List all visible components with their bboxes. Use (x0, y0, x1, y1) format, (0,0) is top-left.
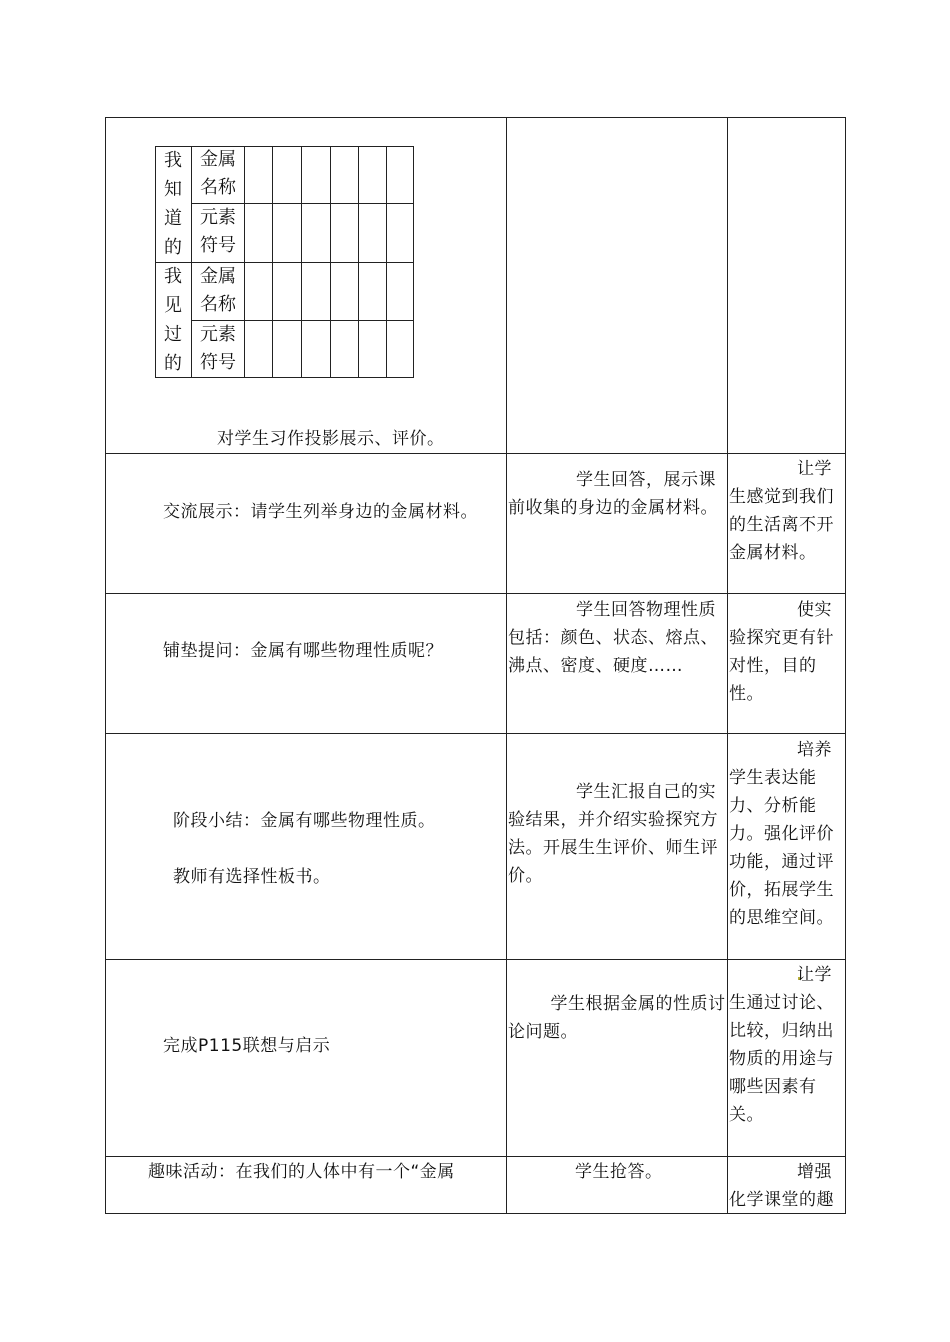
row-divider (105, 733, 846, 734)
row-divider (105, 593, 846, 594)
table-border-top (105, 117, 846, 118)
row-divider (105, 1156, 846, 1157)
student-activity: 学生回答物理性质包括：颜色、状态、熔点、沸点、密度、硬度…… (508, 600, 718, 676)
table-border-right (845, 117, 846, 1214)
row-divider (105, 453, 846, 454)
row-divider (105, 959, 846, 960)
table-border-left (105, 117, 106, 1214)
table-divider-2 (727, 117, 728, 1214)
row-label: 金属 名称 (200, 149, 236, 198)
student-activity: 学生抢答。 (575, 1162, 663, 1182)
teacher-activity: 完成P115联想与启示 (163, 1036, 331, 1056)
group-label-seen: 我 见 过 的 (164, 266, 182, 374)
student-activity: 学生汇报自己的实验结果，并介绍实验探究方法。开展生生评价、师生评价。 (508, 782, 718, 886)
row-label: 元素 符号 (200, 207, 236, 256)
student-activity: 学生回答，展示课前收集的身边的金属材料。 (508, 470, 718, 518)
design-purpose: 让学生感觉到我们的生活离不开金属材料。 (729, 459, 834, 563)
group-label-known: 我 知 道 的 (164, 150, 182, 258)
design-purpose: 增强化学课堂的趣 (729, 1162, 834, 1210)
student-activity: 学生根据金属的性质讨论问题。 (508, 994, 726, 1042)
teacher-activity: 趣味活动：在我们的人体中有一个“金属 (148, 1162, 455, 1182)
teacher-activity: 对学生习作投影展示、评价。 (217, 429, 445, 449)
metal-knowledge-table (155, 146, 414, 378)
teacher-activity: 阶段小结：金属有哪些物理性质。 教师有选择性板书。 (173, 811, 436, 887)
design-purpose: 让学生通过讨论、比较，归纳出物质的用途与哪些因素有关。 (729, 965, 834, 1125)
teacher-activity: 交流展示：请学生列举身边的金属材料。 (163, 502, 478, 522)
row-label: 元素 符号 (200, 324, 236, 373)
table-divider-1 (506, 117, 507, 1214)
design-purpose: 培养学生表达能力、分析能力。强化评价功能，通过评价，拓展学生的思维空间。 (729, 740, 834, 928)
design-purpose: 使实验探究更有针对性，目的性。 (729, 600, 834, 704)
teacher-activity: 铺垫提问：金属有哪些物理性质呢？ (163, 641, 443, 661)
row-label: 金属 名称 (200, 266, 236, 315)
